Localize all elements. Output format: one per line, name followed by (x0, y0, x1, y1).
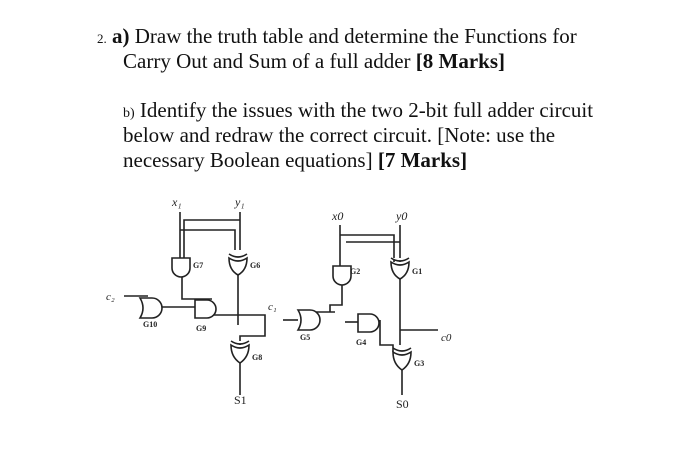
g5-or-gate (298, 310, 320, 330)
gate-label-g5: G5 (300, 333, 311, 342)
gate-label-g4: G4 (356, 338, 367, 347)
part-a-text-1: Draw the truth table and determine the Functions for (134, 24, 577, 48)
g10-or-gate (140, 298, 162, 318)
part-a-letter: a) (112, 24, 130, 48)
g8-xor-bar (231, 341, 249, 344)
part-b-letter: b) (123, 106, 135, 121)
gate-label-g8: G8 (252, 353, 263, 362)
output-label-s0: S0 (396, 397, 409, 411)
g9-and-gate (195, 300, 216, 318)
question-number: 2. (97, 31, 107, 46)
g3-xor-bar (393, 348, 411, 351)
part-a-text-2: Carry Out and Sum of a full adder (123, 49, 411, 73)
gate-label-g2: G2 (350, 267, 361, 276)
g8-xor-gate (231, 345, 249, 363)
g6-xor-bar (229, 254, 247, 257)
g2-and-gate (333, 266, 351, 285)
part-b-text-3: necessary Boolean equations] (123, 148, 373, 172)
carry-label-c2: c₂ (106, 291, 115, 303)
input-label-x0: x0 (332, 209, 344, 223)
gate-label-g10: G10 (143, 320, 158, 329)
gate-label-g3: G3 (414, 359, 425, 368)
gate-label-g1: G1 (412, 267, 423, 276)
part-b-text-1: Identify the issues with the two 2-bit full adder circuit (139, 98, 594, 122)
part-b-marks: [7 Marks] (377, 148, 468, 172)
gate-label-g6: G6 (250, 261, 261, 270)
output-label-s1: S1 (234, 393, 247, 407)
input-label-y0: y0 (396, 209, 408, 223)
circuit-wires (124, 212, 438, 395)
g3-xor-gate (393, 352, 411, 370)
part-b-text-2: below and redraw the correct circuit. [Note: use the (123, 123, 556, 147)
carry-label-c1: c₁ (268, 301, 277, 313)
carry-label-c0: c0 (441, 332, 452, 344)
gate-label-g7: G7 (193, 261, 204, 270)
g4-and-gate (358, 314, 379, 332)
input-label-x1: x₁ (172, 195, 182, 209)
g6-xor-gate (229, 258, 247, 275)
g1-xor-gate (391, 262, 409, 279)
part-a-marks: [8 Marks] (415, 49, 505, 73)
gate-label-g9: G9 (196, 324, 207, 333)
g7-and-gate (172, 258, 190, 277)
input-label-y1: y₁ (235, 195, 245, 209)
